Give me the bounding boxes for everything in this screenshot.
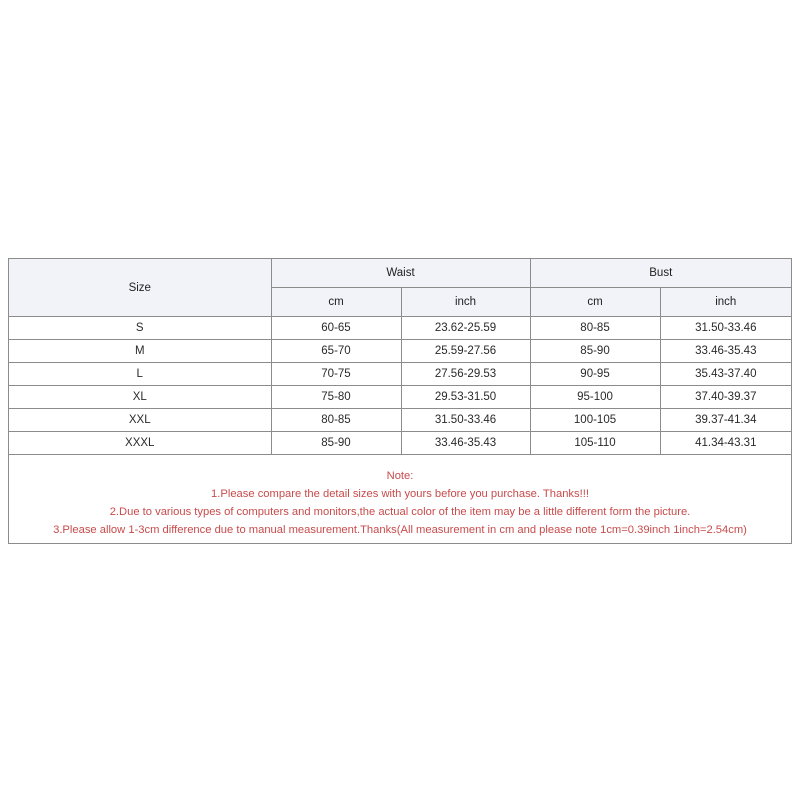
waist-inch-cell: 23.62-25.59 — [401, 317, 530, 340]
waist-cm-cell: 65-70 — [271, 340, 401, 363]
waist-cm-header: cm — [271, 288, 401, 317]
waist-cm-cell: 85-90 — [271, 432, 401, 455]
waist-group-header: Waist — [271, 259, 530, 288]
bust-cm-cell: 95-100 — [530, 386, 660, 409]
size-cell: XXXL — [9, 432, 271, 455]
table-row — [9, 386, 791, 409]
note-line-2: 2.Due to various types of computers and monitors,the actual color of the item may be a little different form the picture. — [109, 506, 691, 518]
note-line-1: 1.Please compare the detail sizes with yours before you purchase. Thanks!!! — [211, 488, 589, 500]
waist-inch-cell: 33.46-35.43 — [401, 432, 530, 455]
waist-cm-cell: 80-85 — [271, 409, 401, 432]
bust-inch-cell: 41.34-43.31 — [660, 432, 791, 455]
table-row — [9, 432, 791, 455]
table-row — [9, 317, 791, 340]
bust-cm-header: cm — [530, 288, 660, 317]
waist-inch-header: inch — [401, 288, 530, 317]
bust-group-header: Bust — [530, 259, 791, 288]
waist-inch-cell: 31.50-33.46 — [401, 409, 530, 432]
waist-inch-cell: 29.53-31.50 — [401, 386, 530, 409]
table-row — [9, 363, 791, 386]
note-line-3: 3.Please allow 1-3cm difference due to manual measurement.Thanks(All measurement in cm and please note 1cm=0.39inch 1inch=2.54cm) — [53, 524, 747, 536]
size-cell: M — [9, 340, 271, 363]
waist-cm-cell: 70-75 — [271, 363, 401, 386]
size-column-header: Size — [9, 259, 271, 317]
bust-cm-cell: 100-105 — [530, 409, 660, 432]
bust-cm-cell: 80-85 — [530, 317, 660, 340]
table-row — [9, 409, 791, 432]
bust-inch-cell: 37.40-39.37 — [660, 386, 791, 409]
bust-cm-cell: 105-110 — [530, 432, 660, 455]
bust-inch-cell: 35.43-37.40 — [660, 363, 791, 386]
size-cell: S — [9, 317, 271, 340]
bust-cm-cell: 85-90 — [530, 340, 660, 363]
bust-cm-cell: 90-95 — [530, 363, 660, 386]
size-cell: XL — [9, 386, 271, 409]
size-table — [9, 259, 791, 455]
size-chart — [8, 258, 792, 544]
bust-inch-cell: 39.37-41.34 — [660, 409, 791, 432]
waist-inch-cell: 27.56-29.53 — [401, 363, 530, 386]
waist-cm-cell: 60-65 — [271, 317, 401, 340]
notes-section — [9, 467, 791, 539]
bust-inch-cell: 31.50-33.46 — [660, 317, 791, 340]
bust-inch-cell: 33.46-35.43 — [660, 340, 791, 363]
waist-cm-cell: 75-80 — [271, 386, 401, 409]
waist-inch-cell: 25.59-27.56 — [401, 340, 530, 363]
size-cell: XXL — [9, 409, 271, 432]
table-row — [9, 340, 791, 363]
size-cell: L — [9, 363, 271, 386]
bust-inch-header: inch — [660, 288, 791, 317]
note-title: Note: — [386, 470, 414, 482]
